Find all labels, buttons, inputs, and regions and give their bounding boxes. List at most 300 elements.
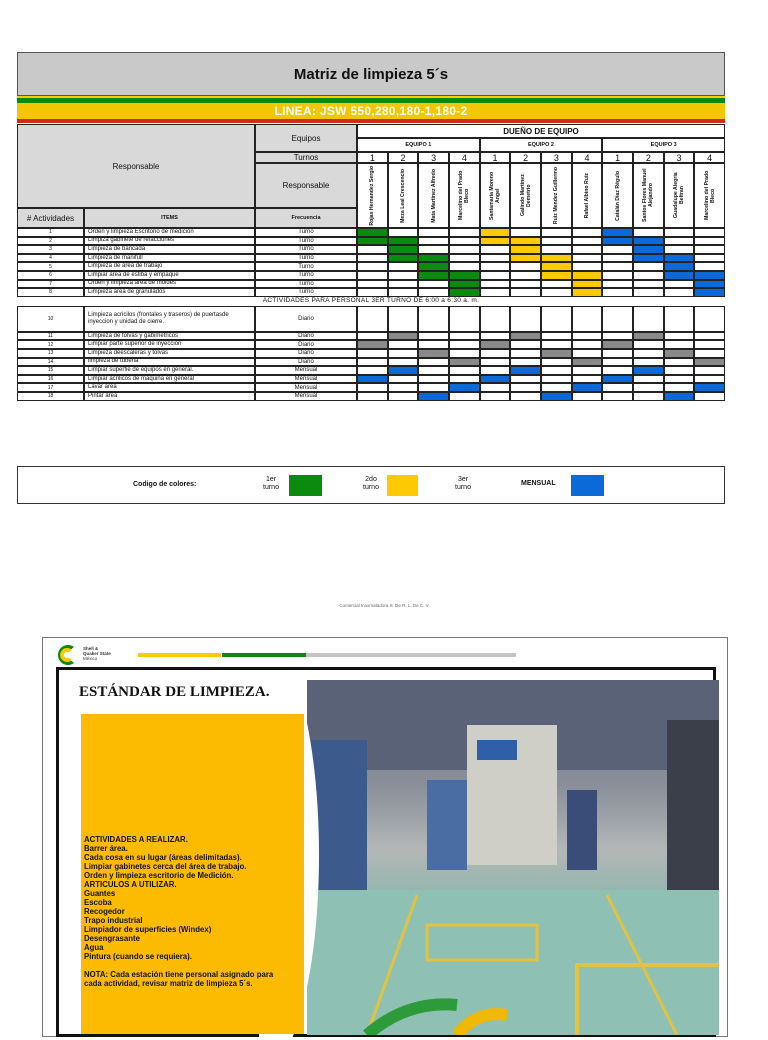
assignment-cell — [541, 288, 572, 297]
linea-banner — [17, 103, 725, 119]
assignment-cell-yellow — [572, 271, 603, 280]
assignment-cell — [388, 375, 419, 384]
poster-body-line: Limpiador de superficies (Windex) — [84, 925, 212, 934]
assignment-cell — [694, 254, 725, 263]
assignment-cell — [418, 366, 449, 375]
operator-name: Ruiz Mendez Guillermo — [553, 166, 560, 225]
assignment-cell — [541, 245, 572, 254]
assignment-cell — [541, 306, 572, 332]
activity-number: 14 — [17, 358, 84, 367]
assignment-cell — [510, 383, 541, 392]
activity-frequency: Mensual — [255, 375, 357, 384]
assignment-cell-green — [357, 237, 388, 246]
assignment-cell — [572, 332, 603, 341]
assignment-cell — [480, 349, 511, 358]
assignment-cell — [602, 306, 633, 332]
activity-item: Limpiar area de estiba y empaque — [84, 271, 255, 280]
poster-body-line: Barrer área. — [84, 844, 128, 853]
header-operator-name — [664, 163, 695, 228]
assignment-cell — [541, 366, 572, 375]
header-turnos: Turnos — [255, 152, 357, 163]
brand-line3: México — [83, 656, 98, 661]
activity-item: Limpieza de area de trabajo — [84, 262, 255, 271]
operator-name: Rafael Albino Ruiz — [583, 172, 590, 219]
legend-first-turn: 1er turno — [263, 476, 279, 491]
activity-frequency: Diario — [255, 340, 357, 349]
header-num-actividades: # Actividades — [17, 208, 84, 228]
poster-body-line: Cada cosa en su lugar (áreas delimitadas). — [84, 853, 242, 862]
assignment-cell — [633, 392, 664, 401]
assignment-cell-yellow — [480, 228, 511, 237]
poster-body-line: Desengrasante — [84, 934, 140, 943]
assignment-cell — [449, 306, 480, 332]
assignment-cell — [510, 375, 541, 384]
assignment-cell — [602, 280, 633, 289]
assignment-cell-gray — [633, 332, 664, 341]
assignment-cell — [541, 237, 572, 246]
assignment-cell — [480, 254, 511, 263]
legend-second-turn: 2do turno — [363, 476, 379, 491]
assignment-cell — [357, 349, 388, 358]
legend-third-turn: 3er turno — [455, 476, 471, 491]
assignment-cell — [602, 366, 633, 375]
poster-body-line: cada actividad, revisar matriz de limpieza 5´s. — [84, 979, 253, 988]
assignment-cell-blue — [357, 375, 388, 384]
stripe-red — [17, 119, 725, 123]
activity-frequency: Turno — [255, 254, 357, 263]
assignment-cell — [694, 366, 725, 375]
assignment-cell — [418, 306, 449, 332]
assignment-cell-yellow — [510, 245, 541, 254]
assignment-cell-green — [449, 271, 480, 280]
assignment-cell — [541, 280, 572, 289]
header-operator-name — [449, 163, 480, 228]
assignment-cell — [572, 228, 603, 237]
header-dueno-equipo: DUEÑO DE EQUIPO — [357, 124, 725, 138]
assignment-cell — [480, 262, 511, 271]
activity-frequency: Turno — [255, 262, 357, 271]
assignment-cell — [388, 392, 419, 401]
brand-line2: Quaker State — [83, 651, 111, 656]
header-turno: 4 — [449, 152, 480, 163]
footer-company: Comercial Inoxmatadora S. De R. L. De C. V — [339, 603, 429, 608]
assignment-cell — [572, 392, 603, 401]
operator-name: Santamaria Moreno Angel — [488, 171, 501, 220]
poster-body-line: Limpiar gabinetes cerca del área de trabajo. — [84, 862, 247, 871]
assignment-cell — [357, 392, 388, 401]
activity-number: 16 — [17, 375, 84, 384]
assignment-cell — [633, 262, 664, 271]
activity-frequency: Turno — [255, 245, 357, 254]
activity-number: 13 — [17, 349, 84, 358]
poster-body-line: Agua — [84, 943, 104, 952]
activity-frequency: Diario — [255, 332, 357, 341]
poster-body-line: Trapo industrial — [84, 916, 143, 925]
assignment-cell-gray — [694, 358, 725, 367]
assignment-cell-blue — [510, 366, 541, 375]
poster-body-line: Orden y limpieza escritorio de Medición. — [84, 871, 234, 880]
header-operator-name — [357, 163, 388, 228]
assignment-cell — [357, 262, 388, 271]
assignment-cell-blue — [664, 254, 695, 263]
assignment-cell-blue — [572, 383, 603, 392]
activity-item: Pintar área — [84, 392, 255, 401]
assignment-cell-green — [418, 271, 449, 280]
assignment-cell — [602, 332, 633, 341]
legend-green-swatch — [289, 475, 322, 496]
assignment-cell-blue — [633, 254, 664, 263]
assignment-cell — [602, 383, 633, 392]
assignment-cell — [664, 228, 695, 237]
activity-number: 15 — [17, 366, 84, 375]
assignment-cell — [510, 340, 541, 349]
operator-name: Marcelino del Prado Bleco — [458, 170, 471, 221]
assignment-cell — [541, 228, 572, 237]
assignment-cell — [480, 306, 511, 332]
assignment-cell — [480, 366, 511, 375]
assignment-cell — [388, 358, 419, 367]
poster-body-line: Recogedor — [84, 907, 125, 916]
assignment-cell — [449, 340, 480, 349]
assignment-cell-blue — [449, 383, 480, 392]
assignment-cell — [357, 332, 388, 341]
assignment-cell — [694, 237, 725, 246]
activity-frequency: Diario — [255, 349, 357, 358]
assignment-cell — [480, 271, 511, 280]
activity-number: 3 — [17, 245, 84, 254]
assignment-cell — [418, 375, 449, 384]
assignment-cell-blue — [388, 366, 419, 375]
header-operator-name — [541, 163, 572, 228]
assignment-cell-gray — [510, 332, 541, 341]
activity-item: Limpieza deescaleras y tolvas — [84, 349, 255, 358]
assignment-cell — [357, 366, 388, 375]
assignment-cell — [449, 254, 480, 263]
assignment-cell — [694, 262, 725, 271]
cleaning-standard-poster — [42, 637, 728, 1037]
brand-bar-yellow — [138, 653, 221, 657]
activity-item: Limpieza de bancada — [84, 245, 255, 254]
assignment-cell — [572, 262, 603, 271]
assignment-cell-blue — [664, 262, 695, 271]
activity-number: 7 — [17, 280, 84, 289]
assignment-cell — [388, 349, 419, 358]
matrix-title-text: Matriz de limpieza 5´s — [293, 65, 449, 83]
assignment-cell — [449, 366, 480, 375]
header-turno: 2 — [633, 152, 664, 163]
assignment-cell — [633, 340, 664, 349]
poster-body-line — [84, 961, 304, 970]
activity-frequency: Turno — [255, 228, 357, 237]
assignment-cell — [388, 340, 419, 349]
header-turno: 1 — [602, 152, 633, 163]
assignment-cell — [357, 280, 388, 289]
assignment-cell — [418, 383, 449, 392]
assignment-cell — [449, 332, 480, 341]
header-operator-name — [694, 163, 725, 228]
assignment-cell — [510, 288, 541, 297]
activity-frequency: Turno — [255, 237, 357, 246]
assignment-cell — [694, 332, 725, 341]
assignment-cell — [541, 383, 572, 392]
header-equipo-1: EQUIPO 1 — [357, 138, 480, 152]
assignment-cell — [388, 228, 419, 237]
assignment-cell — [541, 340, 572, 349]
assignment-cell-green — [388, 245, 419, 254]
legend-blue-swatch — [571, 475, 604, 496]
activity-frequency: Diario — [255, 358, 357, 367]
activity-item: Limpieza de manifull — [84, 254, 255, 263]
assignment-cell — [633, 306, 664, 332]
assignment-cell-yellow — [480, 237, 511, 246]
assignment-cell — [572, 237, 603, 246]
assignment-cell — [388, 288, 419, 297]
assignment-cell-green — [388, 254, 419, 263]
poster-body-line: Pintura (cuando se requiera). — [84, 952, 192, 961]
assignment-cell-blue — [602, 375, 633, 384]
assignment-cell — [449, 375, 480, 384]
assignment-cell — [572, 306, 603, 332]
assignment-cell — [694, 375, 725, 384]
assignment-cell — [480, 392, 511, 401]
assignment-cell — [388, 262, 419, 271]
activity-number: 6 — [17, 271, 84, 280]
assignment-cell — [510, 392, 541, 401]
assignment-cell — [357, 271, 388, 280]
brand-bar-gray — [306, 653, 516, 657]
legend-label: Codigo de colores: — [133, 481, 197, 488]
operator-name: Guadalupe Alegria Beltran — [672, 172, 685, 219]
activity-item: Orden y limpieza Escritorio de medicion — [84, 228, 255, 237]
factory-floor-photo — [307, 680, 719, 1035]
assignment-cell — [664, 288, 695, 297]
assignment-cell — [602, 358, 633, 367]
assignment-cell-blue — [602, 228, 633, 237]
activity-frequency: Mensual — [255, 392, 357, 401]
activity-number: 1 — [17, 228, 84, 237]
assignment-cell — [633, 228, 664, 237]
assignment-cell — [633, 288, 664, 297]
brand-line1: Shell & — [83, 646, 99, 651]
header-turno: 2 — [388, 152, 419, 163]
assignment-cell-yellow — [541, 262, 572, 271]
header-responsable-row: Responsable — [255, 163, 357, 208]
assignment-cell — [602, 271, 633, 280]
activity-number: 2 — [17, 237, 84, 246]
activity-item: limpieza de tuberia — [84, 358, 255, 367]
header-turno: 4 — [572, 152, 603, 163]
operator-name: Catalán Diaz Régulo — [614, 170, 621, 221]
assignment-cell — [357, 383, 388, 392]
assignment-cell — [633, 375, 664, 384]
assignment-cell-green — [449, 280, 480, 289]
operator-name: Galindo Martinez Demetrio — [519, 174, 532, 217]
assignment-cell — [602, 349, 633, 358]
activity-item: Limpiza gabinete de refacciones — [84, 237, 255, 246]
assignment-cell — [572, 245, 603, 254]
assignment-cell — [418, 288, 449, 297]
assignment-cell — [541, 358, 572, 367]
assignment-cell — [633, 383, 664, 392]
activity-frequency: Turno — [255, 271, 357, 280]
assignment-cell — [664, 340, 695, 349]
assignment-cell-blue — [633, 237, 664, 246]
assignment-cell — [480, 358, 511, 367]
assignment-cell — [694, 340, 725, 349]
assignment-cell — [664, 366, 695, 375]
assignment-cell-blue — [664, 271, 695, 280]
assignment-cell-green — [418, 262, 449, 271]
activity-item: Limpiar superfie de equipos en general. — [84, 366, 255, 375]
header-turno: 1 — [480, 152, 511, 163]
assignment-cell — [510, 228, 541, 237]
assignment-cell-gray — [418, 349, 449, 358]
assignment-cell-blue — [664, 392, 695, 401]
assignment-cell-blue — [480, 375, 511, 384]
poster-body-line: NOTA: Cada estación tiene personal asignado para — [84, 970, 274, 979]
assignment-cell — [602, 392, 633, 401]
assignment-cell — [510, 358, 541, 367]
assignment-cell — [694, 306, 725, 332]
activity-number: 18 — [17, 392, 84, 401]
activity-number: 10 — [17, 306, 84, 332]
assignment-cell-blue — [694, 288, 725, 297]
assignment-cell-gray — [541, 349, 572, 358]
activity-item: Limpiar acrilicos de maquina en general — [84, 375, 255, 384]
assignment-cell-blue — [602, 237, 633, 246]
header-operator-name — [572, 163, 603, 228]
assignment-cell — [388, 271, 419, 280]
header-turno: 1 — [357, 152, 388, 163]
legend-yellow-swatch — [387, 475, 418, 496]
assignment-cell-gray — [480, 340, 511, 349]
assignment-cell — [357, 245, 388, 254]
assignment-cell-green — [449, 288, 480, 297]
assignment-cell — [602, 245, 633, 254]
assignment-cell — [633, 349, 664, 358]
activity-number: 11 — [17, 332, 84, 341]
assignment-cell-gray — [664, 349, 695, 358]
header-equipo-3: EQUIPO 3 — [602, 138, 725, 152]
section-divider: ACTIVIDADES PARA PERSONAL 3ER TURNO DE 6:00 a 6:30 a. m. — [17, 297, 725, 305]
assignment-cell — [418, 280, 449, 289]
header-operator-name — [480, 163, 511, 228]
header-equipo-2: EQUIPO 2 — [480, 138, 603, 152]
assignment-cell — [480, 383, 511, 392]
operator-name: Marcelino del Prado Bleco — [703, 170, 716, 221]
activity-number: 12 — [17, 340, 84, 349]
assignment-cell — [694, 349, 725, 358]
assignment-cell — [480, 332, 511, 341]
assignment-cell-blue — [694, 280, 725, 289]
assignment-cell-yellow — [572, 288, 603, 297]
assignment-cell — [572, 349, 603, 358]
assignment-cell — [418, 228, 449, 237]
assignment-cell — [664, 245, 695, 254]
poster-body-line: Guantes — [84, 889, 116, 898]
assignment-cell-gray — [388, 332, 419, 341]
assignment-cell — [480, 245, 511, 254]
header-turno: 4 — [694, 152, 725, 163]
activity-item: Limpieza área de granulados — [84, 288, 255, 297]
header-operator-name — [633, 163, 664, 228]
assignment-cell — [602, 288, 633, 297]
assignment-cell — [602, 254, 633, 263]
assignment-cell-yellow — [541, 254, 572, 263]
poster-body-line: ARTICULOS A UTILIZAR. — [84, 880, 177, 889]
activity-item: Orden y limpieza area de moldes — [84, 280, 255, 289]
activity-frequency: Turno — [255, 280, 357, 289]
assignment-cell — [664, 237, 695, 246]
assignment-cell-yellow — [510, 254, 541, 263]
activity-number: 5 — [17, 262, 84, 271]
assignment-cell — [694, 245, 725, 254]
activity-frequency: Diario — [255, 306, 357, 332]
assignment-cell-blue — [694, 383, 725, 392]
assignment-cell-blue — [633, 245, 664, 254]
assignment-cell — [480, 288, 511, 297]
assignment-cell-green — [388, 237, 419, 246]
assignment-cell — [510, 262, 541, 271]
assignment-cell-gray — [602, 340, 633, 349]
header-operator-name — [510, 163, 541, 228]
poster-body — [84, 835, 304, 988]
header-responsable: Responsable — [17, 124, 255, 208]
assignment-cell-green — [418, 254, 449, 263]
assignment-cell — [449, 237, 480, 246]
operator-name: Santos Flores Manuel Alejandro — [642, 168, 655, 223]
assignment-cell — [572, 366, 603, 375]
assignment-cell — [357, 358, 388, 367]
shell-logo-icon — [54, 643, 78, 667]
assignment-cell-gray — [449, 358, 480, 367]
activity-item: Limpieza de tolvas y gabimetricos — [84, 332, 255, 341]
assignment-cell-yellow — [541, 271, 572, 280]
activity-frequency: Turno — [255, 288, 357, 297]
activity-item: Lavar area — [84, 383, 255, 392]
assignment-cell — [664, 358, 695, 367]
assignment-cell — [664, 383, 695, 392]
poster-body-line: ACTIVIDADES A REALIZAR. — [84, 835, 188, 844]
header-operator-name — [602, 163, 633, 228]
assignment-cell — [449, 245, 480, 254]
activity-item: Limpieza acricilos (frontales y traseros) de puertasde inyeccion y unidad de cierre. — [84, 306, 255, 332]
assignment-cell — [418, 340, 449, 349]
header-turno: 3 — [664, 152, 695, 163]
assignment-cell — [449, 349, 480, 358]
assignment-cell-yellow — [510, 237, 541, 246]
assignment-cell-yellow — [572, 280, 603, 289]
assignment-cell — [633, 280, 664, 289]
assignment-cell — [664, 280, 695, 289]
activity-frequency: Mensual — [255, 383, 357, 392]
assignment-cell — [418, 245, 449, 254]
assignment-cell — [633, 358, 664, 367]
assignment-cell — [357, 306, 388, 332]
assignment-cell-gray — [572, 358, 603, 367]
header-turno: 3 — [541, 152, 572, 163]
poster-body-line: Escoba — [84, 898, 112, 907]
legend-monthly: MENSUAL — [521, 480, 556, 487]
assignment-cell — [449, 228, 480, 237]
assignment-cell — [541, 375, 572, 384]
assignment-cell — [633, 271, 664, 280]
assignment-cell — [602, 262, 633, 271]
brand-bar-green — [222, 653, 306, 657]
assignment-cell — [572, 340, 603, 349]
header-items: ITEMS — [84, 208, 255, 228]
assignment-cell — [357, 288, 388, 297]
